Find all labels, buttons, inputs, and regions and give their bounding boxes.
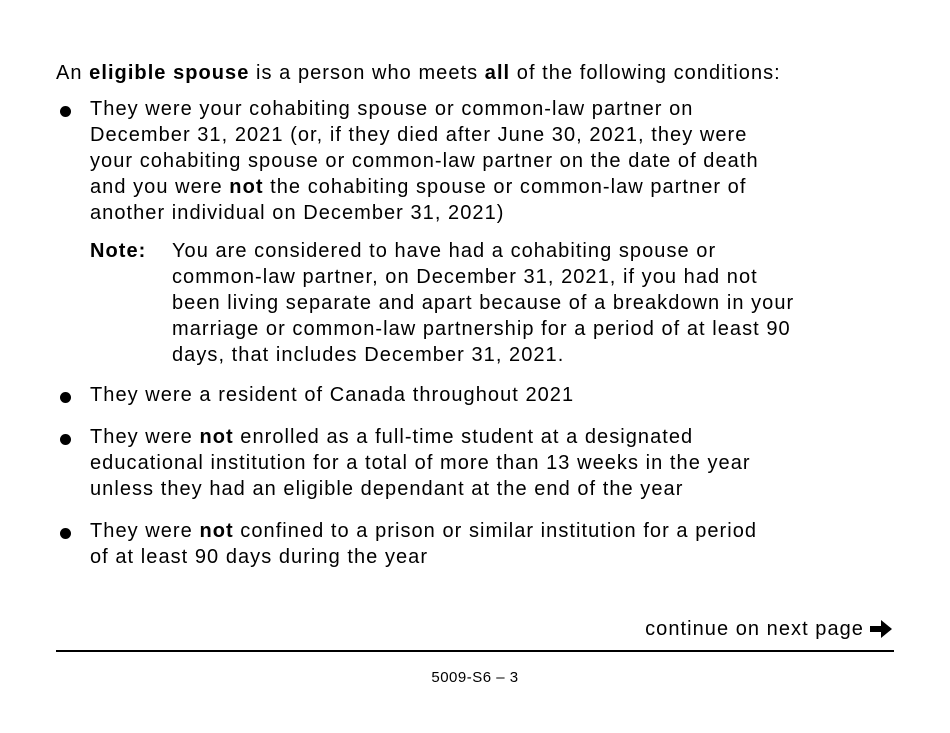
right-arrow-icon xyxy=(868,618,894,640)
condition-item-cohabiting xyxy=(56,96,896,368)
note-line: You are considered to have had a cohabiting spouse or xyxy=(172,240,717,262)
note-block xyxy=(90,238,896,368)
note-line: marriage or common-law partnership for a period of at least 90 xyxy=(172,318,791,340)
bullet-icon xyxy=(60,392,71,403)
condition-line: another individual on December 31, 2021) xyxy=(90,202,505,224)
condition-item-resident xyxy=(56,382,896,408)
condition-line: your cohabiting spouse or common-law partner on the date of death xyxy=(90,150,759,172)
bullet-icon xyxy=(60,528,71,539)
condition-text xyxy=(90,382,896,408)
page-number: 5009-S6 – 3 xyxy=(431,669,519,686)
condition-line: of at least 90 days during the year xyxy=(90,546,429,568)
condition-line: enrolled as a full-time student at a designated xyxy=(233,426,694,448)
note-line: common-law partner, on December 31, 2021, if you had not xyxy=(172,266,758,288)
intro-text-3: of the following conditions: xyxy=(510,62,781,84)
condition-text xyxy=(90,96,896,226)
intro-bold-all: all xyxy=(484,62,511,84)
condition-line: confined to a prison or similar institution for a period xyxy=(233,520,758,542)
intro-text-2: is a person who meets xyxy=(249,62,485,84)
conditions-list xyxy=(56,96,896,570)
condition-bold-not: not xyxy=(229,176,264,198)
condition-line: the cohabiting spouse or common-law partner of xyxy=(263,176,747,198)
intro-text-1: An xyxy=(56,62,90,84)
note-line: days, that includes December 31, 2021. xyxy=(172,344,565,366)
bullet-icon xyxy=(60,106,71,117)
condition-bold-not: not xyxy=(199,520,234,542)
bullet-icon xyxy=(60,434,71,445)
continue-label: continue on next page xyxy=(645,618,864,640)
condition-line: educational institution for a total of more than 13 weeks in the year xyxy=(90,452,751,474)
intro-bold-eligible-spouse: eligible spouse xyxy=(89,62,250,84)
note-line: been living separate and apart because of a breakdown in your xyxy=(172,292,795,314)
condition-line: and you were xyxy=(90,176,230,198)
condition-text xyxy=(90,424,896,502)
condition-text xyxy=(90,518,896,570)
condition-line: They were xyxy=(90,520,200,542)
intro-paragraph xyxy=(56,60,896,86)
condition-item-student xyxy=(56,424,896,502)
condition-line: They were your cohabiting spouse or common-law partner on xyxy=(90,98,694,120)
condition-line: They were a resident of Canada throughout 2021 xyxy=(90,384,575,406)
condition-line: December 31, 2021 (or, if they died after June 30, 2021, they were xyxy=(90,124,748,146)
condition-line: unless they had an eligible dependant at the end of the year xyxy=(90,478,684,500)
continue-on-next-page xyxy=(645,616,894,642)
document-page xyxy=(56,60,896,586)
condition-bold-not: not xyxy=(199,426,234,448)
condition-item-prison xyxy=(56,518,896,570)
note-label: Note: xyxy=(90,240,147,262)
footer-divider xyxy=(56,650,894,652)
condition-line: They were xyxy=(90,426,200,448)
